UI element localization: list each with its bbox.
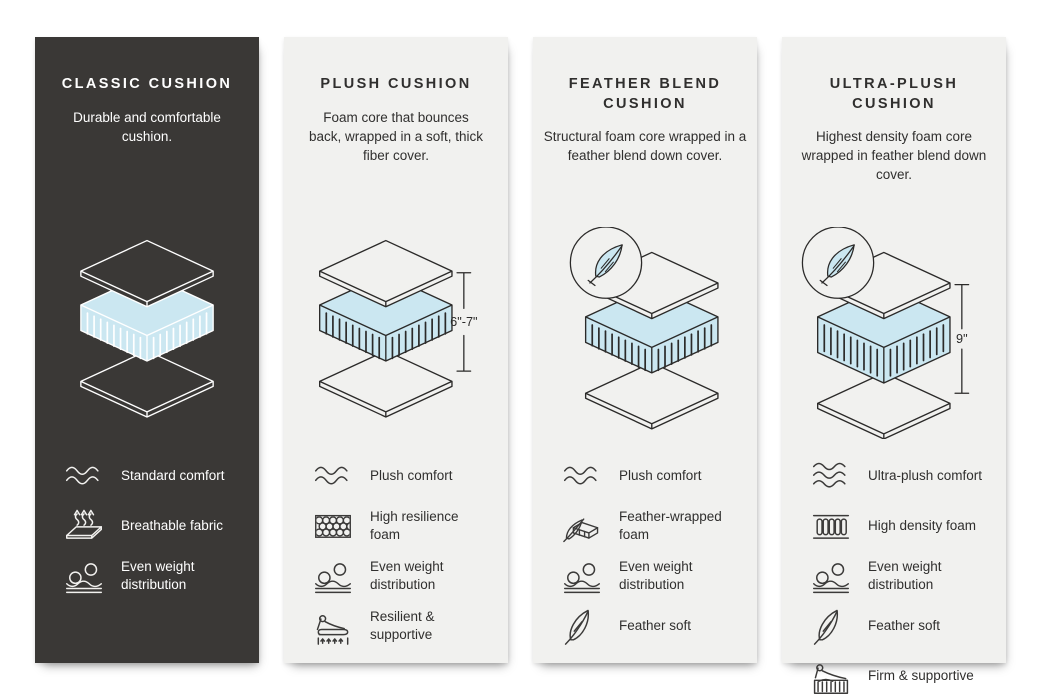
foam-cells-icon: [312, 507, 354, 545]
panel-title: ULTRA-PLUSH CUSHION: [829, 76, 959, 112]
feather-wrapped-foam-icon: [561, 507, 603, 545]
panel-description: Highest density foam core wrapped in feather blend down cover.: [801, 129, 987, 183]
feature-label: Even weight distribution: [121, 559, 195, 592]
panel-plush-cushion: [284, 37, 508, 663]
panel-title: CLASSIC CUSHION: [61, 76, 233, 92]
feature-row: [810, 507, 1006, 545]
feature-label: Standard comfort: [121, 468, 225, 484]
high-density-foam-icon: [810, 507, 852, 545]
feature-row: [561, 557, 757, 595]
feature-row: [312, 607, 508, 645]
feature-row: [312, 557, 508, 595]
feature-label: Even weight distribution: [370, 559, 444, 592]
feature-row: [312, 507, 508, 545]
feature-row: [810, 607, 1006, 645]
panel-header: [533, 75, 757, 227]
feather-badge-icon: [570, 227, 641, 298]
cushion-layers-illustration: [782, 227, 1006, 439]
panel-header: [782, 75, 1006, 227]
feather-icon: [810, 607, 852, 645]
measurement-label: 6"-7": [450, 314, 478, 330]
feature-row: [810, 557, 1006, 595]
weight-distribution-icon: [312, 557, 354, 595]
feature-label: Breathable fabric: [121, 518, 224, 534]
feather-icon: [561, 607, 603, 645]
panel-feather-blend-cushion: [533, 37, 757, 663]
feature-label: High resilience foam: [370, 509, 459, 542]
feature-label: Even weight distribution: [619, 559, 693, 592]
firm-supportive-icon: [810, 657, 852, 695]
feature-list: [35, 457, 259, 595]
panel-description: Foam core that bounces back, wrapped in a soft, thick fiber cover.: [308, 109, 484, 163]
cushion-layers-illustration: [35, 227, 259, 439]
feather-badge-icon: [802, 227, 873, 298]
weight-distribution-icon: [810, 557, 852, 595]
comfort-waves-icon: [810, 457, 852, 495]
panel-header: [284, 75, 508, 227]
panel-classic-cushion: [35, 37, 259, 663]
feature-label: Even weight distribution: [868, 559, 942, 592]
feature-label: Resilient & supportive: [370, 609, 435, 642]
resilient-supportive-icon: [312, 607, 354, 645]
panel-title: FEATHER BLEND CUSHION: [568, 76, 722, 112]
cushion-layers-illustration: [284, 227, 508, 439]
feature-label: Feather soft: [619, 618, 692, 634]
feature-list: [533, 457, 757, 645]
feature-list: [782, 457, 1006, 695]
feature-label: Firm & supportive: [868, 668, 974, 684]
feature-label: Plush comfort: [370, 468, 453, 484]
weight-distribution-icon: [561, 557, 603, 595]
comfort-waves-icon: [561, 457, 603, 495]
feature-label: Plush comfort: [619, 468, 702, 484]
feature-label: Feather soft: [868, 618, 941, 634]
panel-description: Structural foam core wrapped in a feather blend down cover.: [543, 129, 747, 164]
feature-row: [63, 557, 259, 595]
feature-row: [312, 457, 508, 495]
weight-distribution-icon: [63, 557, 105, 595]
panel-title: PLUSH CUSHION: [320, 76, 472, 92]
feature-list: [284, 457, 508, 645]
breathable-fabric-icon: [63, 507, 105, 545]
feature-row: [561, 457, 757, 495]
cushion-layers-illustration: [533, 227, 757, 439]
measurement-label: 9": [956, 331, 968, 347]
feature-label: High density foam: [868, 518, 977, 534]
panel-description: Durable and comfortable cushion.: [73, 109, 221, 144]
panel-ultra-plush-cushion: [782, 37, 1006, 684]
feature-row: [561, 607, 757, 645]
feature-row: [810, 457, 1006, 495]
feature-label: Feather-wrapped foam: [619, 509, 722, 542]
feature-row: [810, 657, 1006, 695]
comfort-waves-icon: [63, 457, 105, 495]
feature-row: [63, 457, 259, 495]
panel-header: [35, 75, 259, 227]
feature-row: [561, 507, 757, 545]
comfort-waves-icon: [312, 457, 354, 495]
feature-row: [63, 507, 259, 545]
feature-label: Ultra-plush comfort: [868, 468, 983, 484]
